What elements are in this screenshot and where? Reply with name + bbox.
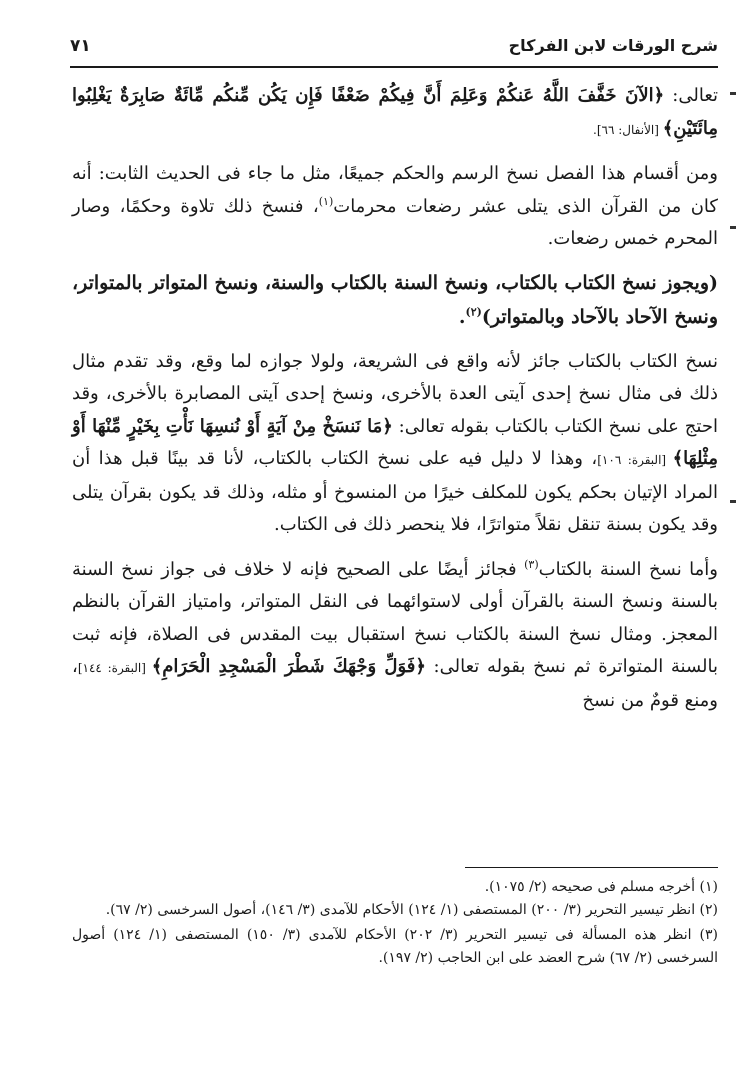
quran-verse-baqarah-144: ﴿فَوَلِّ وَجْهَكَ شَطْرَ الْمَسْجِدِ الْحَرَامِ﴾ — [151, 656, 426, 677]
verse-reference: [البقرة: ١٤٤] — [77, 661, 152, 675]
quran-verse-baqarah-106: ﴿مَا نَنسَخْ مِنْ آيَةٍ أَوْ نُنسِهَا نَأْتِ بِخَيْرٍ مِّنْهَا أَوْ مِثْلِهَا﴾ — [72, 415, 718, 469]
footnote-2: (٢) انظر تيسير التحرير (٣/ ٢٠٠) المستصفى (١/ ١٢٤) الأحكام للآمدى (٣/ ١٤٦)، أصول السرخسى (٢/ ٦٧). — [105, 902, 718, 918]
paragraph-4 — [72, 346, 718, 542]
paragraph-1 — [72, 80, 718, 146]
matn-statement — [72, 266, 718, 334]
scan-mark — [730, 92, 736, 95]
footnote-1: (١) أخرجه مسلم فى صحيحه (٢/ ١٠٧٥). — [484, 879, 718, 895]
footnote-separator — [465, 867, 718, 868]
paragraph-5 — [72, 554, 718, 718]
page-header — [70, 30, 718, 64]
running-title: شرح الورقات لابن الفركاح — [508, 36, 718, 55]
scan-mark — [730, 226, 736, 229]
footnote-ref-2: (٢) — [465, 305, 482, 319]
footnote-ref-1: (١) — [318, 194, 334, 208]
paragraph-5-text-c: ، ومنع قومٌ من نسخ — [72, 656, 718, 711]
paragraph-2 — [72, 158, 718, 256]
matn-text: (ويجوز نسخ الكتاب بالكتاب، ونسخ السنة بالكتاب والسنة، ونسخ المتواتر بالمتواتر، ونسخ الآحاد بالآحاد وبالمتواتر) — [72, 271, 718, 328]
quran-verse-anfal: ﴿الآنَ خَفَّفَ اللَّهُ عَنكُمْ وَعَلِمَ أَنَّ فِيكُمْ ضَعْفًا فَإِن يَكُن مِّنكُم مِّائَةٌ صَابِرَةٌ يَغْلِبُوا مِائَتَيْنِ﴾ — [72, 85, 718, 139]
verse-reference: [الأنفال: ٦٦]. — [593, 122, 663, 137]
paragraph-2-text-b: ، فنسخ ذلك تلاوة وحكمًا، وصار المحرم خمس رضعات. — [72, 195, 718, 249]
scan-mark — [730, 500, 736, 503]
paragraph-4-text-a: نسخ الكتاب بالكتاب جائز لأنه واقع فى الشريعة، ولولا جوازه لما وقع، وقد تقدم مثال ذلك فى مثال نسخ إحدى آيتى العدة بالأخرى، ونسخ إحدى آيتى المصابرة بالأخرى، وقد احتج على نسخ الكتاب بالكتاب بقوله تعالى: — [72, 350, 718, 437]
matn-end: . — [458, 305, 466, 328]
paragraph-4-text-b: ، وهذا لا دليل فيه على نسخ الكتاب بالكتاب، لأنا قد بينًا قبل هذا أن المراد الإتيان بحكم يكون للمكلف خيرًا من المنسوخ أو مثله، وذلك قد يكون بقرآن يتلى وقد يكون بسنة تنقل نقلاً متواترًا، فلا ينحصر ذلك فى الكتاب. — [72, 448, 718, 535]
footnotes — [72, 876, 718, 970]
paragraph-5-text-a: وأما نسخ السنة بالكتاب — [538, 558, 719, 580]
paragraph-5-text-b: فجائز أيضًا على الصحيح فإنه لا خلاف فى جواز نسخ السنة بالسنة ونسخ السنة بالقرآن أولى لاستوائهما فى النقل المتواتر، وامتياز القرآن بالنظم المعجز. ومثال نسخ السنة بالكتاب نسخ استقبال بيت المقدس فى الصلاة، فإنه ثبت بالسنة المتواترة ثم نسخ بقوله تعالى: — [72, 558, 718, 677]
footnote-ref-3: (٣) — [524, 557, 539, 571]
page-number: ٧١ — [70, 36, 91, 56]
main-text — [72, 80, 718, 717]
paragraph-1-intro: تعالى: — [664, 85, 719, 106]
header-rule — [70, 66, 718, 68]
verse-reference: [البقرة: ١٠٦] — [597, 453, 673, 467]
footnote-3: (٣) انظر هذه المسألة فى تيسير التحرير (٣/ ٢٠٢) الأحكام للآمدى (٣/ ١٥٠) المستصفى (١/ ١٢٤) أصول السرخسى (٢/ ٦٧) شرح العضد على ابن الحاجب (٢/ ١٩٧). — [72, 927, 718, 966]
paragraph-2-text-a: ومن أقسام هذا الفصل نسخ الرسم والحكم جميعًا، مثل ما جاء فى الحديث الثابت: أنه كان من القرآن الذى يتلى عشر رضعات محرمات — [72, 163, 718, 217]
